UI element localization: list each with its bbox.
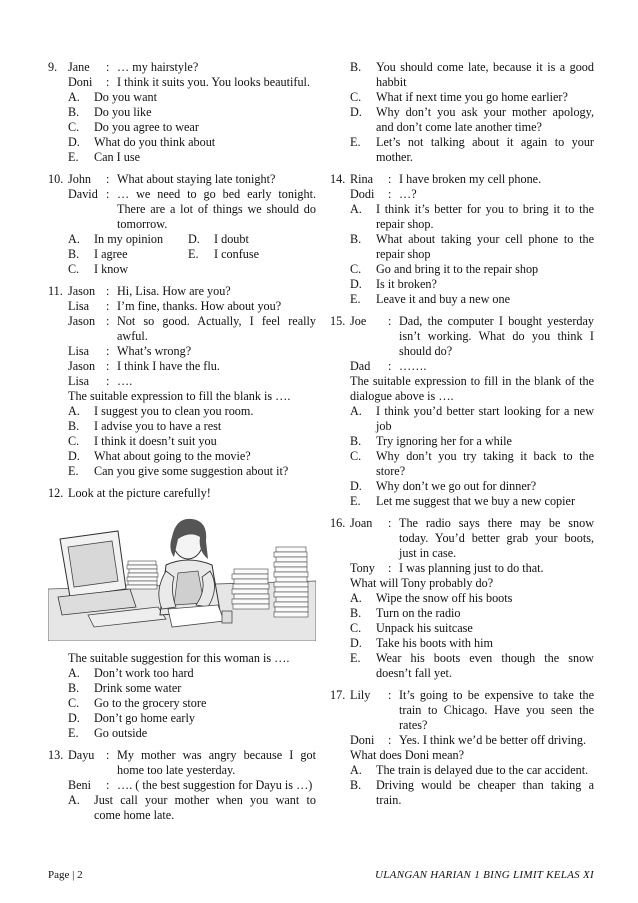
dialogue-line: I’m fine, thanks. How about you? — [117, 299, 282, 313]
dialogue-line: … my hairstyle? — [117, 60, 199, 74]
option-b[interactable]: B. You should come late, because it is a good habbit — [350, 60, 594, 89]
question-13: 13. Dayu : My mother was angry because I got home too late yesterday. Beni : …. ( the best suggestion for Dayu is …) A. Just call your mother when you want to come home late. — [48, 748, 316, 822]
dialogue-line: What about staying late tonight? — [117, 172, 276, 186]
dialogue-line: …? — [399, 187, 417, 201]
question-number: 17. — [330, 688, 346, 702]
question-12 — [48, 486, 316, 741]
question-stem: Look at the picture carefully! — [68, 486, 211, 500]
option-c[interactable]: C. Do you agree to wear — [68, 120, 199, 134]
question-number: 12. — [48, 486, 64, 500]
option-a[interactable]: A. Wipe the snow off his boots — [350, 591, 513, 605]
option-d[interactable]: D. I doubt — [188, 232, 249, 246]
speaker: David — [68, 187, 98, 201]
question-13-continued — [330, 60, 594, 165]
dialogue-line: The radio says there may be snow today. You’d better grab your boots, just in case. — [399, 516, 594, 560]
dialogue-line: I have broken my cell phone. — [399, 172, 542, 186]
option-c[interactable]: C. Go and bring it to the repair shop — [350, 262, 539, 276]
dialogue-line: ……. — [399, 359, 427, 373]
option-c[interactable]: C. Why don’t you try taking it back to the store? — [350, 449, 594, 478]
question-number: 10. — [48, 172, 64, 186]
option-a[interactable]: A. I think you’d better start looking for a new job — [350, 404, 594, 433]
option-d[interactable]: D. What about going to the movie? — [68, 449, 251, 463]
dialogue-line: Yes. I think we’d be better off driving. — [399, 733, 587, 747]
option-e[interactable]: E. Leave it and buy a new one — [350, 292, 511, 306]
dialogue-line: What’s wrong? — [117, 344, 192, 358]
option-a[interactable]: A. I think it’s better for you to bring it to the repair shop. — [350, 202, 594, 231]
dialogue-line: Dad, the computer I bought yesterday isn’t working. What do you think I should do? — [399, 314, 594, 358]
option-d[interactable]: D. Is it broken? — [350, 277, 437, 291]
right-column — [330, 60, 594, 815]
speaker: John — [68, 172, 92, 186]
option-b[interactable]: B. What about taking your cell phone to the repair shop — [350, 232, 594, 261]
dialogue-line: … we need to go bed early tonight. There are a lot of things we should do tomorrow. — [117, 187, 316, 231]
option-d[interactable]: D. Take his boots with him — [350, 636, 493, 650]
question-prompt: What will Tony probably do? — [350, 576, 494, 590]
dialogue-line: I think I have the flu. — [117, 359, 220, 373]
question-prompt: The suitable expression to fill the blank is …. — [68, 389, 291, 403]
option-d[interactable]: D. Don’t go home early — [68, 711, 195, 725]
dialogue-line: I think it suits you. You looks beautiful. — [117, 75, 310, 89]
question-number: 15. — [330, 314, 346, 328]
question-prompt: What does Doni mean? — [350, 748, 465, 762]
page-number: Page | 2 — [48, 869, 83, 881]
option-b[interactable]: B. Do you like — [68, 105, 152, 119]
option-c[interactable]: C. Unpack his suitcase — [350, 621, 473, 635]
question-number: 13. — [48, 748, 64, 762]
option-a[interactable]: A. Do you want — [68, 90, 157, 104]
option-c[interactable]: C. I know — [68, 262, 129, 276]
left-column — [48, 60, 316, 830]
option-b[interactable]: B. Driving would be cheaper than taking a train. — [350, 778, 594, 807]
question-14: 14. Rina : I have broken my cell phone. Dodi : …? A. I think it’s better for you to bring it to the repair shop. B. What about taking your cell phone to the repair shop C. Go and bring it to the repair shop D. Is it broken? E. Leave it and buy a new one — [330, 172, 594, 306]
dialogue-line: …. ( the best suggestion for Dayu is …) — [117, 778, 313, 792]
option-b[interactable]: B. Turn on the radio — [350, 606, 461, 620]
option-e[interactable]: E. I confuse — [188, 247, 260, 261]
option-a[interactable]: A. Just call your mother when you want to come home late. — [68, 793, 316, 822]
dialogue-line: Hi, Lisa. How are you? — [117, 284, 231, 298]
question-15: 15. Joe : Dad, the computer I bought yesterday isn’t working. What do you think I should do? Dad : ……. The suitable expression to fill in the blank of the dialogue above is …. A. I think you’d better start looking for a new job B. Try ignoring her for a while C. Why don’t you try taking it back to the store? D. Why don’t we go out for dinner? E. Let me suggest that we buy a new copier — [330, 314, 594, 508]
speaker: Jane — [68, 60, 90, 74]
option-e[interactable]: E. Let’s not talking about it again to your mother. — [350, 135, 594, 164]
option-e[interactable]: E. Can you give some suggestion about it? — [68, 464, 289, 478]
option-d[interactable]: D. Why don’t we go out for dinner? — [350, 479, 537, 493]
dialogue-line: My mother was angry because I got home too late yesterday. — [117, 748, 316, 777]
option-a[interactable]: A. Don’t work too hard — [68, 666, 194, 680]
question-9: 9. Jane : … my hairstyle? Doni : I think it suits you. You looks beautiful. A. Do you want B. Do you like C. Do you agree to wear D. What do you think about E. Can I use — [48, 60, 316, 165]
option-d[interactable]: D. What do you think about — [68, 135, 216, 149]
option-c[interactable]: C. What if next time you go home earlier? — [350, 90, 568, 104]
question-number: 14. — [330, 172, 346, 186]
question-prompt: The suitable expression to fill in the blank of the dialogue above is …. — [350, 374, 594, 403]
option-e[interactable]: E. Go outside — [68, 726, 148, 740]
dialogue-line: It’s going to be expensive to take the train to Chicago. Have you seen the rates? — [399, 688, 594, 732]
question-number: 11. — [48, 284, 63, 298]
office-worker-illustration — [48, 511, 316, 641]
dialogue-line: …. — [117, 374, 133, 388]
question-prompt: The suitable suggestion for this woman is …. — [68, 651, 290, 665]
question-number: 16. — [330, 516, 346, 530]
option-a[interactable]: A. In my opinion — [68, 232, 164, 246]
question-17: 17. Lily : It’s going to be expensive to take the train to Chicago. Have you seen the rates? Doni : Yes. I think we’d be better off driving. What does Doni mean? A. The train is delayed due to the car accident. B. Driving would be cheaper than taking a train. — [330, 688, 594, 807]
question-number: 9. — [48, 60, 58, 74]
option-b[interactable]: B. Drink some water — [68, 681, 182, 695]
option-c[interactable]: C. Go to the grocery store — [68, 696, 207, 710]
dialogue-line: Not so good. Actually, I feel really awful. — [117, 314, 316, 343]
option-b[interactable]: B. Try ignoring her for a while — [350, 434, 512, 448]
option-e[interactable]: E. Can I use — [68, 150, 141, 164]
option-d[interactable]: D. Why don’t you ask your mother apology, and don’t come late another time? — [350, 105, 594, 134]
option-b[interactable]: B. I agree — [68, 247, 128, 261]
option-e[interactable]: E. Let me suggest that we buy a new copier — [350, 494, 575, 508]
footer-title: ULANGAN HARIAN 1 BING LIMIT KELAS XI — [375, 869, 594, 881]
question-10: 10. John : What about staying late tonight? David : … we need to go bed early tonight. There are a lot of things we should do tomorrow. A. In my opinion D. I doubt B. I agree E. I confuse C. I know — [48, 172, 316, 276]
speaker: Doni — [68, 75, 93, 89]
dialogue-line: I was planning just to do that. — [399, 561, 544, 575]
option-a[interactable]: A. I suggest you to clean you room. — [68, 404, 254, 418]
question-16: 16. Joan : The radio says there may be snow today. You’d better grab your boots, just in case. Tony : I was planning just to do that. What will Tony probably do? A. Wipe the snow off his boots B. Turn on the radio C. Unpack his suitcase D. Take his boots with him E. Wear his boots even though the snow doesn’t fall yet. — [330, 516, 594, 680]
question-11: 11. Jason : Hi, Lisa. How are you? Lisa : I’m fine, thanks. How about you? Jason : Not so good. Actually, I feel really awful. Lisa : What’s wrong? Jason : I think I have the flu. Lisa : …. The suitable expression to fill the blank is …. A. I suggest you to clean you room. B. I advise you to have a rest C. I think it doesn’t suit you D. What about going to the movie? E. Can you give some suggestion about it? — [48, 284, 316, 478]
option-a[interactable]: A. The train is delayed due to the car accident. — [350, 763, 589, 777]
option-c[interactable]: C. I think it doesn’t suit you — [68, 434, 217, 448]
option-e[interactable]: E. Wear his boots even though the snow doesn’t fall yet. — [350, 651, 594, 680]
option-b[interactable]: B. I advise you to have a rest — [68, 419, 222, 433]
